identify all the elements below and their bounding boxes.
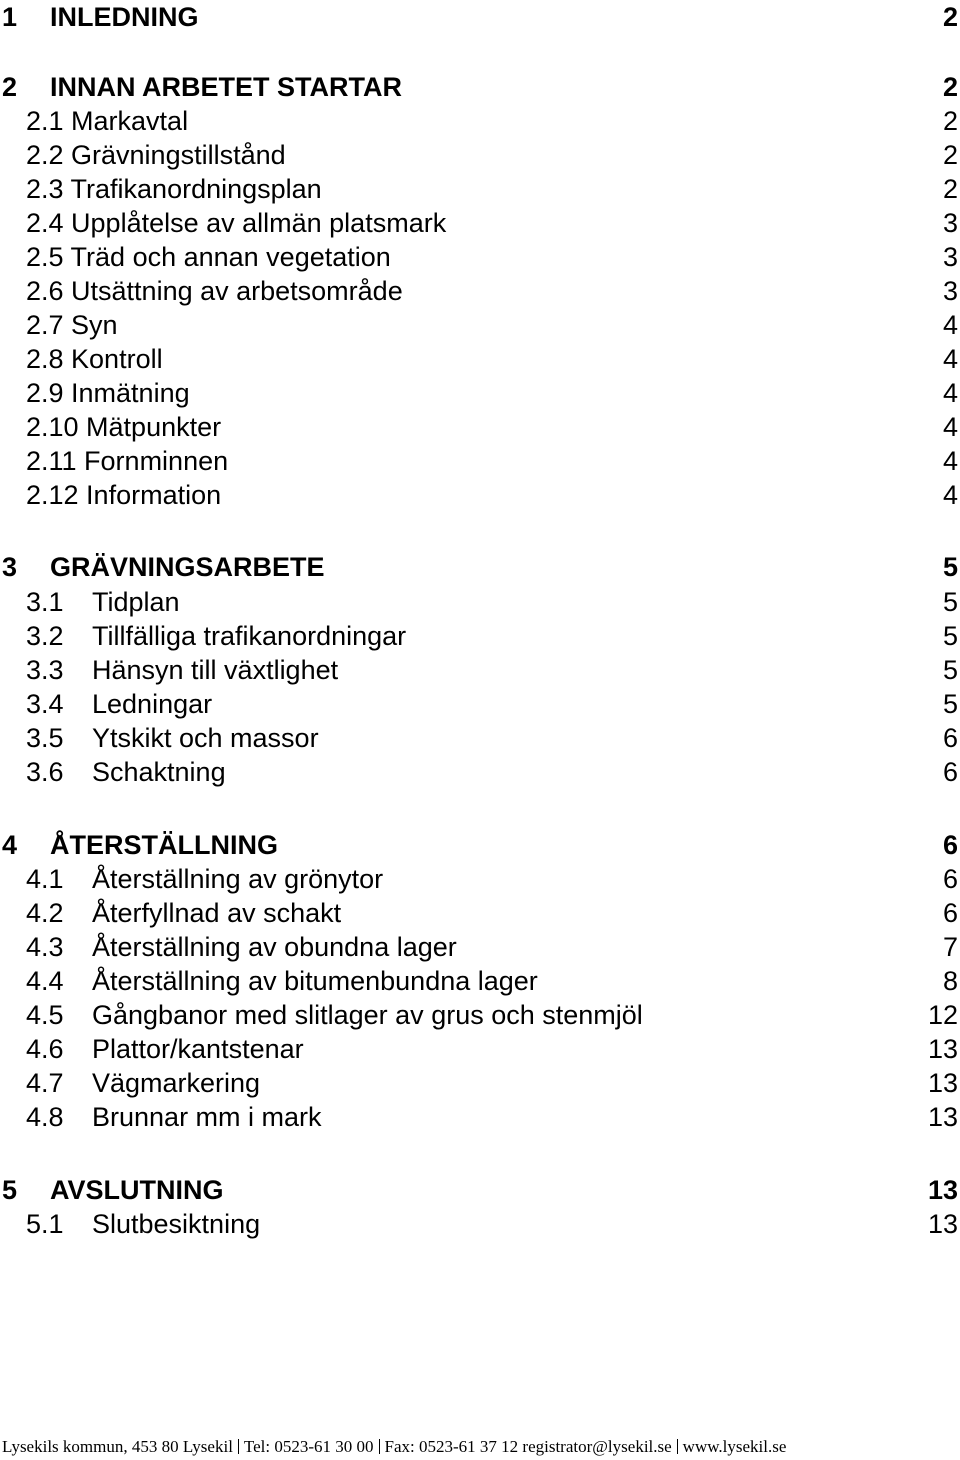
section-number: 4 xyxy=(2,830,18,860)
entry-title: 2.12 Information xyxy=(26,480,222,510)
section-number: 3 xyxy=(2,552,18,582)
toc-heading[interactable] xyxy=(0,550,960,584)
toc-entry[interactable] xyxy=(0,1066,960,1100)
entry-title: 2.6 Utsättning av arbetsområde xyxy=(26,276,403,306)
page-number: 13 xyxy=(927,1209,958,1239)
page-number: 2 xyxy=(942,72,958,102)
entry-number: 4.2 xyxy=(26,898,64,928)
page-footer xyxy=(2,1436,958,1458)
toc-entry[interactable] xyxy=(0,619,960,653)
section-title: INLEDNING xyxy=(50,2,199,32)
page-number: 6 xyxy=(942,864,958,894)
toc-entry[interactable] xyxy=(0,1100,960,1134)
page-number: 4 xyxy=(942,344,958,374)
entry-title: 2.9 Inmätning xyxy=(26,378,190,408)
toc-entry[interactable] xyxy=(0,376,960,410)
entry-title: Brunnar mm i mark xyxy=(92,1102,322,1132)
toc-entry[interactable] xyxy=(0,896,960,930)
toc-entry[interactable] xyxy=(0,585,960,619)
section-title: ÅTERSTÄLLNING xyxy=(50,830,278,860)
entry-number: 4.8 xyxy=(26,1102,64,1132)
toc-entry[interactable] xyxy=(0,653,960,687)
entry-title: 2.2 Grävningstillstånd xyxy=(26,140,286,170)
section-title: GRÄVNINGSARBETE xyxy=(50,552,325,582)
page-number: 5 xyxy=(942,689,958,719)
entry-number: 4.4 xyxy=(26,966,64,996)
toc-heading[interactable] xyxy=(0,0,960,34)
toc-entry[interactable] xyxy=(0,998,960,1032)
toc-heading[interactable] xyxy=(0,828,960,862)
section-title: AVSLUTNING xyxy=(50,1175,224,1205)
footer-organization: Lysekils kommun, 453 80 Lysekil xyxy=(2,1437,233,1456)
footer-phone: Tel: 0523-61 30 00 xyxy=(243,1437,374,1456)
page-number: 4 xyxy=(942,412,958,442)
section-number: 2 xyxy=(2,72,18,102)
entry-title: Slutbesiktning xyxy=(92,1209,261,1239)
toc-entry[interactable] xyxy=(0,342,960,376)
entry-title: Hänsyn till växtlighet xyxy=(92,655,339,685)
entry-number: 4.5 xyxy=(26,1000,64,1030)
entry-title: Gångbanor med slitlager av grus och stenmjöl xyxy=(92,1000,643,1030)
entry-title: Tidplan xyxy=(92,587,180,617)
page-number: 6 xyxy=(942,723,958,753)
toc-heading[interactable] xyxy=(0,70,960,104)
page-number: 6 xyxy=(942,898,958,928)
toc-entry[interactable] xyxy=(0,755,960,789)
toc-entry[interactable] xyxy=(0,444,960,478)
toc-entry[interactable] xyxy=(0,721,960,755)
page-number: 3 xyxy=(942,276,958,306)
entry-title: 2.7 Syn xyxy=(26,310,118,340)
section-number: 5 xyxy=(2,1175,18,1205)
entry-number: 5.1 xyxy=(26,1209,64,1239)
entry-title: 2.4 Upplåtelse av allmän platsmark xyxy=(26,208,447,238)
toc-heading[interactable] xyxy=(0,1173,960,1207)
toc-entry[interactable] xyxy=(0,964,960,998)
page-number: 4 xyxy=(942,480,958,510)
footer-website-link[interactable]: www.lysekil.se xyxy=(682,1437,787,1456)
toc-entry[interactable] xyxy=(0,930,960,964)
toc-entry[interactable] xyxy=(0,206,960,240)
page-number: 2 xyxy=(942,106,958,136)
entry-title: 2.5 Träd och annan vegetation xyxy=(26,242,391,272)
entry-number: 4.6 xyxy=(26,1034,64,1064)
entry-title: Återställning av obundna lager xyxy=(92,932,457,962)
entry-title: 2.1 Markavtal xyxy=(26,106,189,136)
page-number: 5 xyxy=(942,587,958,617)
entry-title: Ledningar xyxy=(92,689,213,719)
entry-title: Vägmarkering xyxy=(92,1068,261,1098)
entry-number: 4.7 xyxy=(26,1068,64,1098)
footer-separator xyxy=(677,1439,678,1454)
toc-entry[interactable] xyxy=(0,410,960,444)
entry-title: Schaktning xyxy=(92,757,226,787)
footer-fax-email[interactable]: Fax: 0523-61 37 12 registrator@lysekil.se xyxy=(384,1437,672,1456)
toc-entry[interactable] xyxy=(0,274,960,308)
page-number: 7 xyxy=(942,932,958,962)
footer-separator xyxy=(238,1439,239,1454)
toc-entry[interactable] xyxy=(0,862,960,896)
entry-title: Återställning av grönytor xyxy=(92,864,384,894)
toc-entry[interactable] xyxy=(0,687,960,721)
footer-separator xyxy=(379,1439,380,1454)
entry-title: 2.3 Trafikanordningsplan xyxy=(26,174,322,204)
page-number: 4 xyxy=(942,310,958,340)
page-number: 13 xyxy=(927,1068,958,1098)
toc-entry[interactable] xyxy=(0,240,960,274)
entry-title: 2.10 Mätpunkter xyxy=(26,412,222,442)
page-number: 3 xyxy=(942,208,958,238)
page-number: 5 xyxy=(942,655,958,685)
entry-title: Ytskikt och massor xyxy=(92,723,319,753)
page-number: 4 xyxy=(942,446,958,476)
entry-number: 4.1 xyxy=(26,864,64,894)
page-number: 12 xyxy=(927,1000,958,1030)
entry-number: 3.4 xyxy=(26,689,64,719)
toc-entry[interactable] xyxy=(0,1032,960,1066)
entry-title: Återställning av bitumenbundna lager xyxy=(92,966,538,996)
page-number: 3 xyxy=(942,242,958,272)
entry-title: Återfyllnad av schakt xyxy=(92,898,342,928)
entry-title: 2.8 Kontroll xyxy=(26,344,163,374)
entry-number: 3.5 xyxy=(26,723,64,753)
page-number: 13 xyxy=(927,1034,958,1064)
page-number: 13 xyxy=(927,1175,958,1205)
toc-entry[interactable] xyxy=(0,104,960,138)
toc-entry[interactable] xyxy=(0,138,960,172)
page-number: 2 xyxy=(942,2,958,32)
toc-entry[interactable] xyxy=(0,172,960,206)
entry-number: 3.1 xyxy=(26,587,64,617)
toc-entry[interactable] xyxy=(0,308,960,342)
entry-number: 3.2 xyxy=(26,621,64,651)
entry-number: 3.3 xyxy=(26,655,64,685)
section-number: 1 xyxy=(2,2,18,32)
page-number: 5 xyxy=(942,552,958,582)
entry-number: 4.3 xyxy=(26,932,64,962)
page-number: 13 xyxy=(927,1102,958,1132)
entry-title: 2.11 Fornminnen xyxy=(26,446,229,476)
page-number: 2 xyxy=(942,174,958,204)
page-number: 2 xyxy=(942,140,958,170)
section-title: INNAN ARBETET STARTAR xyxy=(50,72,402,102)
page-number: 8 xyxy=(942,966,958,996)
entry-title: Plattor/kantstenar xyxy=(92,1034,304,1064)
toc-entry[interactable] xyxy=(0,1207,960,1241)
entry-number: 3.6 xyxy=(26,757,64,787)
toc-entry[interactable] xyxy=(0,478,960,512)
entry-title: Tillfälliga trafikanordningar xyxy=(92,621,407,651)
page-number: 6 xyxy=(942,757,958,787)
page-number: 5 xyxy=(942,621,958,651)
page-number: 6 xyxy=(942,830,958,860)
page-number: 4 xyxy=(942,378,958,408)
